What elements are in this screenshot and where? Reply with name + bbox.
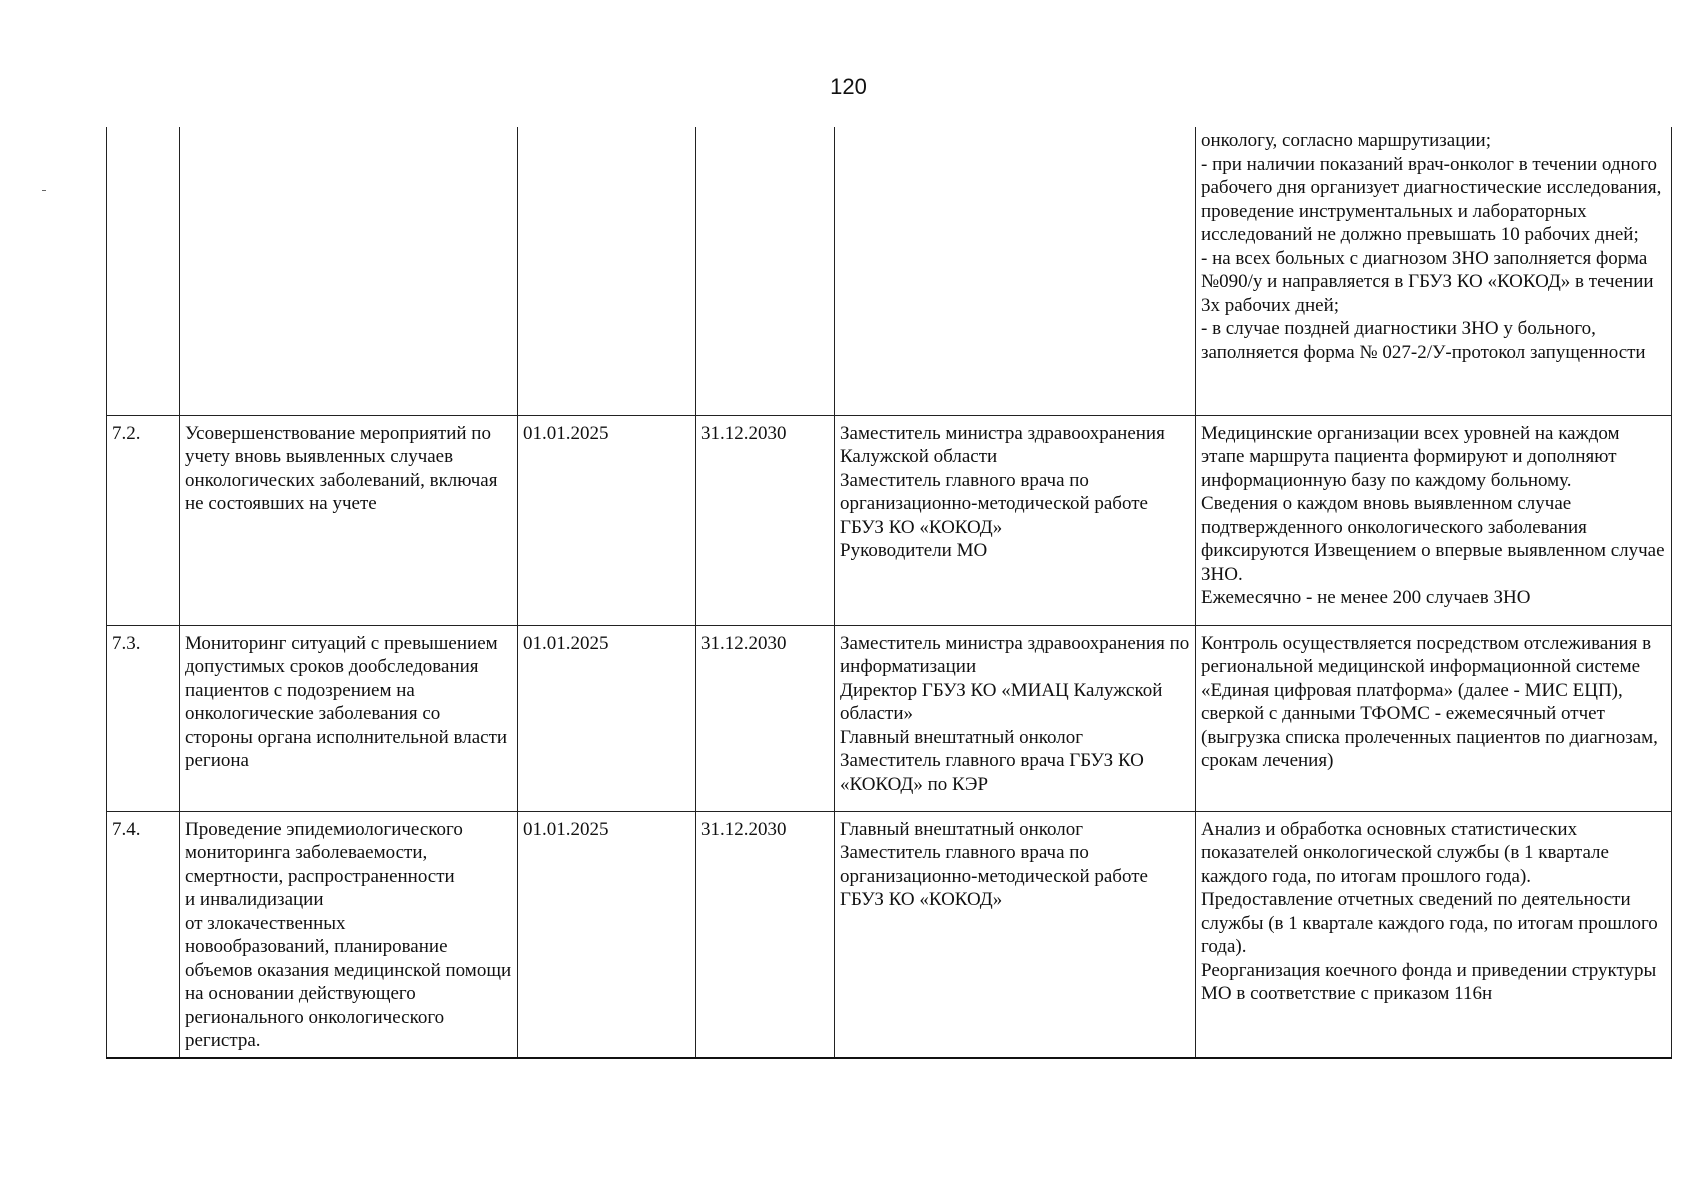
table-row-continuation: [107, 127, 1672, 415]
table-row-7-2: [107, 415, 1672, 625]
cell-measure-name: Мониторинг ситуаций с превышением допустимых сроков дообследования пациентов с подозрением на онкологические заболевания со стороны органа исполнительной власти региона: [180, 625, 518, 811]
table-row-7-4: [107, 811, 1672, 1058]
cell-start-date: 01.01.2025: [518, 811, 696, 1058]
cell-end-date: 31.12.2030: [696, 415, 835, 625]
cell-measure-name: Проведение эпидемиологического мониторинга заболеваемости, смертности, распространенности и инвалидизации от злокачественных новообразований, планирование объемов оказания медицинской помощи на основании действующего регионального онкологического регистра.: [180, 811, 518, 1058]
margin-mark: [42, 190, 46, 191]
cell-responsible: Заместитель министра здравоохранения по информатизации Директор ГБУЗ КО «МИАЦ Калужской области» Главный внештатный онколог Заместитель главного врача ГБУЗ КО «КОКОД» по КЭР: [835, 625, 1196, 811]
cell-result: Медицинские организации всех уровней на каждом этапе маршрута пациента формируют и дополняют информационную базу по каждому больному. Сведения о каждом вновь выявленном случае подтвержденного онкологического заболевания фиксируются Извещением о впервые выявленном случае ЗНО. Ежемесячно - не менее 200 случаев ЗНО: [1196, 415, 1672, 625]
measures-table: [106, 127, 1672, 1059]
cell-end-date: [696, 127, 835, 415]
cell-end-date: 31.12.2030: [696, 811, 835, 1058]
cell-responsible: Заместитель министра здравоохранения Калужской области Заместитель главного врача по организационно-методической работе ГБУЗ КО «КОКОД» Руководители МО: [835, 415, 1196, 625]
cell-responsible: Главный внештатный онколог Заместитель главного врача по организационно-методической работе ГБУЗ КО «КОКОД»: [835, 811, 1196, 1058]
cell-result: Анализ и обработка основных статистических показателей онкологической службы (в 1 квартале каждого года, по итогам прошлого года). Предоставление отчетных сведений по деятельности службы (в 1 квартале каждого года, по итогам прошлого года). Реорганизация коечного фонда и приведении структуры МО в соответствие с приказом 116н: [1196, 811, 1672, 1058]
cell-start-date: 01.01.2025: [518, 415, 696, 625]
cell-result: Контроль осуществляется посредством отслеживания в региональной медицинской информационной системе «Единая цифровая платформа» (далее - МИС ЕЦП), сверкой с данными ТФОМС - ежемесячный отчет (выгрузка списка пролеченных пациентов по диагнозам, срокам лечения): [1196, 625, 1672, 811]
cell-number: [107, 127, 180, 415]
cell-end-date: 31.12.2030: [696, 625, 835, 811]
cell-result: онкологу, согласно маршрутизации; - при наличии показаний врач-онколог в течении одного рабочего дня организует диагностические исследования, проведение инструментальных и лабораторных исследований не должно превышать 10 рабочих дней; - на всех больных с диагнозом ЗНО заполняется форма №090/у и направляется в ГБУЗ КО «КОКОД» в течении 3х рабочих дней; - в случае поздней диагностики ЗНО у больного, заполняется форма № 027-2/У-протокол запущенности: [1196, 127, 1672, 415]
cell-number: 7.2.: [107, 415, 180, 625]
cell-start-date: 01.01.2025: [518, 625, 696, 811]
cell-measure-name: Усовершенствование мероприятий по учету вновь выявленных случаев онкологических заболеваний, включая не состоявших на учете: [180, 415, 518, 625]
cell-start-date: [518, 127, 696, 415]
cell-responsible: [835, 127, 1196, 415]
table-row-7-3: [107, 625, 1672, 811]
page-number: 120: [830, 74, 867, 99]
cell-number: 7.4.: [107, 811, 180, 1058]
cell-number: 7.3.: [107, 625, 180, 811]
cell-measure-name: [180, 127, 518, 415]
